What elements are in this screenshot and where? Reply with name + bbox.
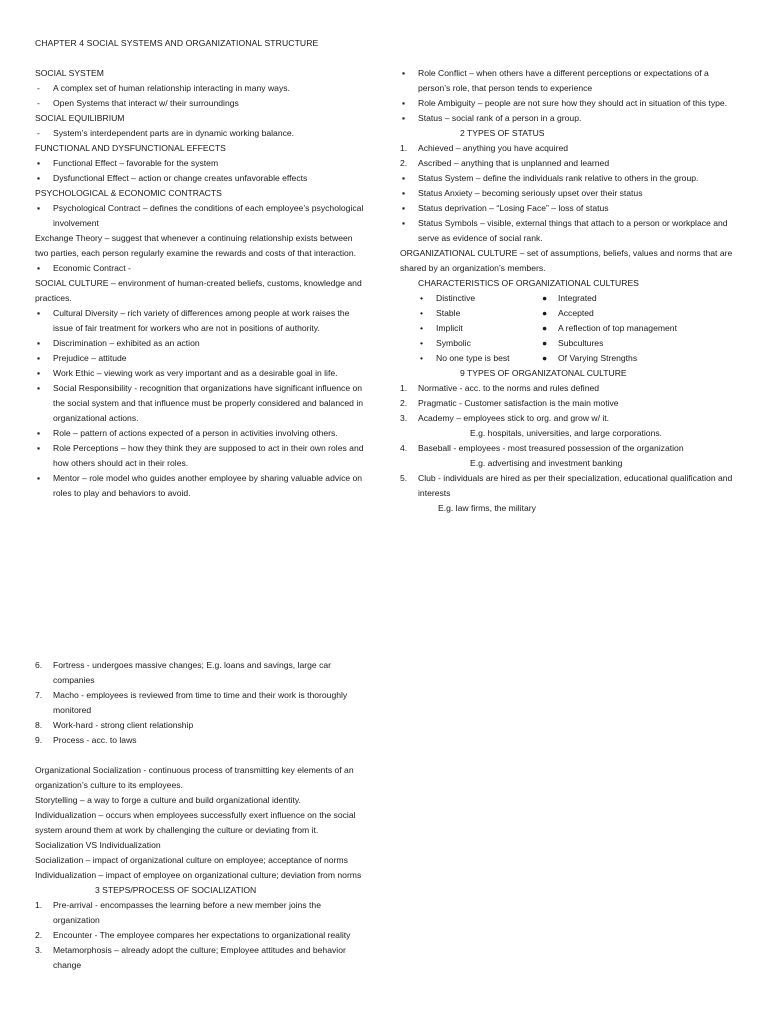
numbered-item [35, 928, 370, 943]
numbered-item-text: Normative - acc. to the norms and rules defined [418, 383, 600, 393]
bullet-marker: • [420, 338, 424, 348]
characteristic-text: Symbolic [436, 338, 471, 348]
numbered-item-text: Ascribed – anything that is unplanned and learned [418, 158, 610, 168]
characteristic-text: Subcultures [558, 338, 604, 348]
left-column-top [35, 36, 365, 501]
list-item-text: Discrimination – exhibited as an action [53, 338, 200, 348]
list-item [400, 96, 740, 111]
numbered-item [400, 396, 740, 411]
subheading: CHARACTERISTICS OF ORGANIZATIONAL CULTURES [418, 278, 639, 288]
characteristic-text: Distinctive [436, 293, 476, 303]
bullet-marker: ▪ [37, 383, 41, 393]
paragraph: Individualization – impact of employee on organizational culture; deviation from norms [35, 870, 362, 880]
paragraph: Socialization VS Individualization [35, 840, 161, 850]
bullet-marker: ▪ [402, 98, 406, 108]
list-item-text: Status System – define the individuals rank relative to others in the group. [418, 173, 699, 183]
numbered-item [35, 718, 370, 733]
list-item-text: Functional Effect – favorable for the system [53, 158, 219, 168]
list-item-text: Role – pattern of actions expected of a person in activities involving others. [53, 428, 338, 438]
characteristic-item [420, 321, 542, 336]
list-item [35, 306, 365, 336]
list-item-text: Mentor – role model who guides another employee by sharing valuable advice on roles to play and behaviors to avoid. [53, 473, 363, 498]
bullet-marker: ▪ [37, 473, 41, 483]
bullet-marker: ▪ [37, 308, 41, 318]
bullet-marker: ▪ [402, 173, 406, 183]
bullet-marker: • [420, 293, 424, 303]
characteristic-item [420, 306, 542, 321]
paragraph: Storytelling – a way to forge a culture and build organizational identity. [35, 795, 301, 805]
bullet-marker: ▪ [402, 113, 406, 123]
list-item [35, 126, 365, 141]
section-heading: SOCIAL EQUILIBRIUM [35, 113, 125, 123]
bullet-marker: • [420, 308, 424, 318]
numbered-item-text: Fortress - undergoes massive changes; E.g. loans and savings, large car companies [53, 660, 332, 685]
list-item-text: Status Anxiety – becoming seriously upset over their status [418, 188, 643, 198]
numbered-item [35, 688, 370, 718]
left-column-body [35, 66, 365, 501]
characteristic-item [420, 351, 542, 366]
list-item [400, 201, 740, 216]
item-number: 7. [35, 690, 43, 700]
list-item-text: Prejudice – attitude [53, 353, 127, 363]
bullet-marker: • [420, 353, 424, 363]
numbered-item [400, 471, 740, 501]
numbered-item-text: Pre-arrival - encompasses the learning before a new member joins the organization [53, 900, 321, 925]
numbered-item-text: Work-hard - strong client relationship [53, 720, 194, 730]
item-number: 2. [400, 158, 408, 168]
characteristics-list [400, 291, 740, 366]
list-item-text: Status Symbols – visible, external things that attach to a person or workplace and serve as evidence of social rank. [418, 218, 728, 243]
numbered-item [35, 733, 370, 748]
dash-marker: - [37, 83, 40, 93]
list-item [35, 441, 365, 471]
paragraph: ORGANIZATIONAL CULTURE – set of assumptions, beliefs, values and norms that are shared by an organization’s members. [400, 248, 733, 273]
numbered-item [400, 441, 740, 456]
list-item-text: Cultural Diversity – rich variety of differences among people at work raises the issue of fair treatment for workers who are not in positions of authority. [53, 308, 350, 333]
numbered-item-text: Baseball - employees - most treasured possession of the organization [418, 443, 684, 453]
item-number: 1. [35, 900, 43, 910]
bullet-marker: ▪ [402, 188, 406, 198]
bullet-marker: ▪ [37, 443, 41, 453]
numbered-item [400, 411, 740, 426]
section-heading: PSYCHOLOGICAL & ECONOMIC CONTRACTS [35, 188, 222, 198]
list-item [35, 201, 365, 231]
characteristic-text: A reflection of top management [558, 323, 677, 333]
list-item [35, 351, 365, 366]
numbered-item-text: Macho - employees is reviewed from time to time and their work is thoroughly monitored [53, 690, 348, 715]
numbered-item [400, 141, 740, 156]
numbered-item-text: Metamorphosis – already adopt the culture; Employee attitudes and behavior change [53, 945, 346, 970]
characteristic-item [542, 291, 692, 306]
bullet-marker: ▪ [402, 218, 406, 228]
bullet-marker: ● [542, 353, 548, 363]
list-item [35, 381, 365, 426]
list-item [400, 111, 740, 126]
example-line: E.g. hospitals, universities, and large corporations. [470, 428, 663, 438]
numbered-item-text: Pragmatic - Customer satisfaction is the main motive [418, 398, 619, 408]
bullet-marker: ▪ [37, 353, 41, 363]
numbered-item-text: Club - individuals are hired as per their specialization, educational qualification and interests [418, 473, 733, 498]
list-item [35, 156, 365, 171]
list-item [35, 261, 365, 276]
list-item-text: Social Responsibility - recognition that organizations have significant influence on the social system and that influence must be properly considered and balanced in organizational actions. [53, 383, 364, 423]
numbered-item [400, 156, 740, 171]
example-line: E.g. law firms, the military [438, 503, 536, 513]
list-item-text: Psychological Contract – defines the conditions of each employee’s psychological involvement [53, 203, 364, 228]
bullet-marker: ▪ [402, 68, 406, 78]
list-item-text: Role Perceptions – how they think they are supposed to act in their own roles and how others should act in their roles. [53, 443, 364, 468]
list-item-text: Dysfunctional Effect – action or change creates unfavorable effects [53, 173, 308, 183]
paragraph: Socialization – impact of organizational culture on employee; acceptance of norms [35, 855, 348, 865]
list-item [35, 471, 365, 501]
bullet-marker: ● [542, 338, 548, 348]
list-item-text: A complex set of human relationship interacting in many ways. [53, 83, 290, 93]
list-item [400, 186, 740, 201]
list-item-text: System’s interdependent parts are in dynamic working balance. [53, 128, 295, 138]
list-item [35, 81, 365, 96]
item-number: 8. [35, 720, 43, 730]
item-number: 9. [35, 735, 43, 745]
bullet-marker: ▪ [37, 173, 41, 183]
list-item-text: Role Conflict – when others have a different perceptions or expectations of a person’s role, that person tends to experience [418, 68, 709, 93]
bullet-marker: ● [542, 308, 548, 318]
bullet-marker: ▪ [37, 203, 41, 213]
subheading: 3 STEPS/PROCESS OF SOCIALIZATION [95, 885, 257, 895]
numbered-item [35, 658, 370, 688]
list-item [35, 336, 365, 351]
list-item-text: Status deprivation – “Losing Face” – loss of status [418, 203, 609, 213]
characteristic-item [420, 291, 542, 306]
list-item [400, 216, 740, 246]
paragraph: SOCIAL CULTURE – environment of human-created beliefs, customs, knowledge and practices. [35, 278, 362, 303]
bullet-marker: • [420, 323, 424, 333]
characteristic-item [542, 321, 692, 336]
numbered-item-text: Academy – employees stick to org. and grow w/ it. [418, 413, 610, 423]
item-number: 5. [400, 473, 408, 483]
item-number: 3. [35, 945, 43, 955]
dash-marker: - [37, 98, 40, 108]
item-number: 3. [400, 413, 408, 423]
list-item [35, 426, 365, 441]
bullet-marker: ● [542, 323, 548, 333]
dash-marker: - [37, 128, 40, 138]
characteristic-item [542, 351, 692, 366]
list-item-text: Open Systems that interact w/ their surroundings [53, 98, 239, 108]
characteristic-text: Implicit [436, 323, 463, 333]
characteristic-text: Of Varying Strengths [558, 353, 638, 363]
section-heading: FUNCTIONAL AND DYSFUNCTIONAL EFFECTS [35, 143, 226, 153]
numbered-item [400, 381, 740, 396]
example-line: E.g. advertising and investment banking [470, 458, 623, 468]
bullet-marker: ▪ [37, 368, 41, 378]
bullet-marker: ▪ [37, 428, 41, 438]
paragraph: Individualization – occurs when employees successfully exert influence on the social system around them at work by challenging the culture or deviating from it. [35, 810, 356, 835]
item-number: 1. [400, 143, 408, 153]
list-item [35, 96, 365, 111]
characteristic-text: Accepted [558, 308, 594, 318]
list-item [35, 171, 365, 186]
list-item-text: Status – social rank of a person in a group. [418, 113, 582, 123]
list-item [400, 66, 740, 96]
characteristic-item [542, 306, 692, 321]
item-number: 2. [35, 930, 43, 940]
characteristic-item [542, 336, 692, 351]
list-item-text: Economic Contract - [53, 263, 131, 273]
list-item [35, 366, 365, 381]
numbered-item-text: Process - acc. to laws [53, 735, 137, 745]
item-number: 4. [400, 443, 408, 453]
characteristic-text: Stable [436, 308, 461, 318]
bullet-marker: ▪ [37, 263, 41, 273]
bullet-marker: ▪ [37, 338, 41, 348]
left-column-bottom [35, 658, 370, 973]
numbered-item [35, 943, 370, 973]
numbered-item [35, 898, 370, 928]
item-number: 1. [400, 383, 408, 393]
section-heading: SOCIAL SYSTEM [35, 68, 104, 78]
list-item-text: Work Ethic – viewing work as very important and as a desirable goal in life. [53, 368, 338, 378]
bullet-marker: ● [542, 293, 548, 303]
characteristic-item [420, 336, 542, 351]
subheading: 9 TYPES OF ORGANIZATONAL CULTURE [460, 368, 627, 378]
bullet-marker: ▪ [37, 158, 41, 168]
numbered-item-text: Achieved – anything you have acquired [418, 143, 569, 153]
characteristic-text: Integrated [558, 293, 597, 303]
list-item [400, 171, 740, 186]
subheading: 2 TYPES OF STATUS [460, 128, 545, 138]
right-column-top [400, 66, 740, 516]
paragraph: Exchange Theory – suggest that whenever a continuing relationship exists between two parties, each person regularly examine the rewards and costs of that interaction. [35, 233, 357, 258]
numbered-item-text: Encounter - The employee compares her expectations to organizational reality [53, 930, 351, 940]
bullet-marker: ▪ [402, 203, 406, 213]
item-number: 2. [400, 398, 408, 408]
characteristic-text: No one type is best [436, 353, 510, 363]
list-item-text: Role Ambiguity – people are not sure how they should act in situation of this type. [418, 98, 728, 108]
chapter-title: CHAPTER 4 SOCIAL SYSTEMS AND ORGANIZATIONAL STRUCTURE [35, 38, 319, 48]
item-number: 6. [35, 660, 43, 670]
paragraph: Organizational Socialization - continuous process of transmitting key elements of an organization’s culture to its employees. [35, 765, 354, 790]
